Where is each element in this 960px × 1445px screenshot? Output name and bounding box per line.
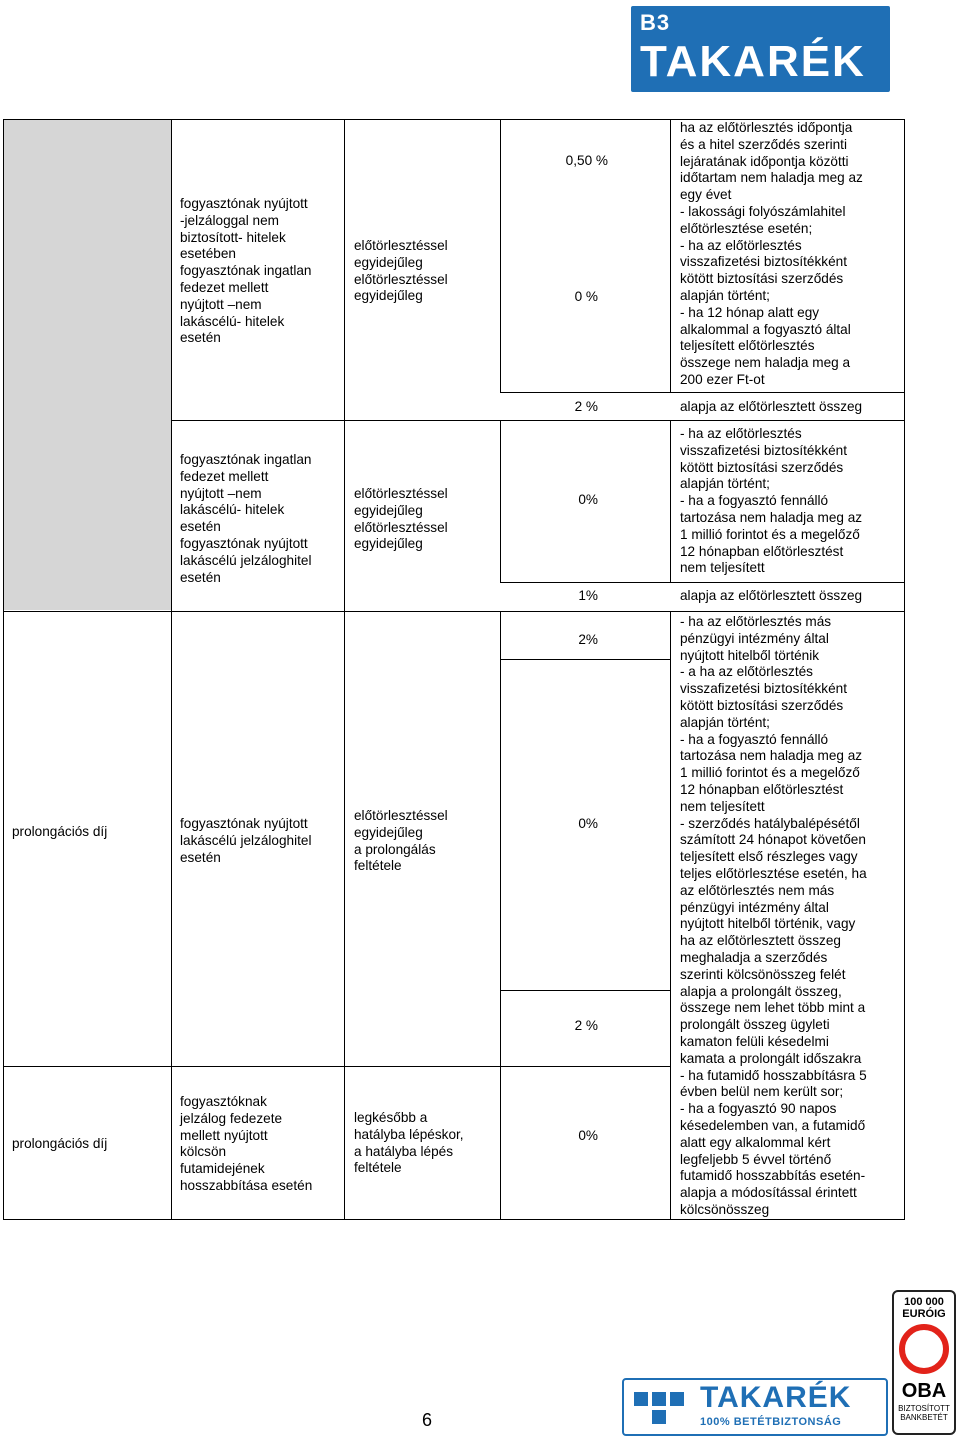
- logo-brand: TAKARÉK: [640, 37, 866, 86]
- r3-timing: előtörlesztéssel egyidejűleg a prolongálás feltétele: [354, 808, 448, 874]
- r2-applicability: fogyasztónak ingatlan fedezet mellett nyújtott –nem lakáscélú- hitelek esetén fogyasztónak nyújtott lakáscélú jelzáloghitel esetén: [180, 452, 312, 585]
- takarek-sub: 100% BETÉTBIZTONSÁG: [700, 1416, 842, 1428]
- r2-condition-b: alapja az előtörlesztett összeg: [680, 588, 863, 603]
- takarek-word: TAKARÉK: [700, 1381, 852, 1414]
- r3-fee-a: 2%: [578, 632, 598, 647]
- r3-fee-type: prolongációs díj: [12, 824, 108, 839]
- r1-timing: előtörlesztéssel egyidejűleg előtörlesztéssel egyidejűleg: [354, 238, 448, 304]
- r2-fee-a: 0%: [578, 492, 598, 507]
- r2-fee-b: 1%: [578, 588, 598, 603]
- takarek-mark-icon: [632, 1388, 686, 1428]
- r1-applicability: fogyasztónak nyújtott -jelzáloggal nem biztosított- hitelek esetében fogyasztónak ingatlan fedezet mellett nyújtott –nem lakáscélú- hitelek esetén: [180, 196, 312, 346]
- oba-word: OBA: [901, 1380, 947, 1402]
- r1-condition: ha az előtörlesztés időpontja és a hitel szerződés szerinti lejáratának időpontja közötti időtartam nem haladja meg az egy évet - lakossági folyószámlahitel előtörlesztése esetén; - ha az előtörlesztés visszafizetési biztosítékként kötött biztosítási szerződés alapján történt; - ha 12 hónap alatt egy alkalommal a fogyasztó által teljesített előtörlesztés összege nem haladja meg a 200 ezer Ft-ot: [680, 120, 863, 387]
- r3-r4-condition: - ha az előtörlesztés más pénzügyi intézmény által nyújtott hitelből történik - a ha az előtörlesztés visszafizetési biztosítékként kötött biztosítási szerződés alapján történt; - ha a fogyasztó fennálló tartozása nem haladja meg az 1 millió forintot és a megelőző 12 hónapban előtörlesztést nem teljesített - szerződés hatálybalépésétől számított 24 hónapot követően teljesített első részleges vagy teljes előtörlesztése esetén, ha az előtörlesztés nem más pénzügyi intézmény által nyújtott hitelből történik, vagy ha az előtörlesztett összeg meghaladja a szerződés szerinti kölcsönösszeg felét alapja a prolongált összeg, összege nem lehet több mint a prolongált összeg ügyleti kamaton felüli késedelmi kamata a prolongált időszakra - ha futamidő hosszabbításra 5 évben belül nem került sor; - ha a fogyasztó 90 napos késedelemben van, a futamidő alatt egy alkalommal kért legfeljebb 5 évvel történő futamidő hosszabbítás esetén- alapja a módosítással érintett kölcsönösszeg: [680, 614, 867, 1217]
- r3-fee-b: 0%: [578, 816, 598, 831]
- oba-sub-text: BIZTOSÍTOTT BANKBETÉT: [898, 1404, 950, 1422]
- r4-applicability: fogyasztóknak jelzálog fedezete mellett nyújtott kölcsön futamidejének hosszabbítása esetén: [180, 1094, 313, 1193]
- oba-top-text: 100 000 EURÓIG: [902, 1296, 946, 1320]
- r3-applicability: fogyasztónak nyújtott lakáscélú jelzáloghitel esetén: [180, 816, 312, 865]
- r4-fee-type: prolongációs díj: [12, 1136, 108, 1151]
- r1-fee-c: 2 %: [574, 399, 598, 414]
- r3-fee-c: 2 %: [574, 1018, 598, 1033]
- page-number: 6: [421, 1410, 432, 1430]
- r2-condition: - ha az előtörlesztés visszafizetési biztosítékként kötött biztosítási szerződés alapján történt; - ha a fogyasztó fennálló tartozása nem haladja meg az 1 millió forintot és a megelőző 12 hónapban előtörlesztést nem teljesített: [680, 426, 863, 576]
- r4-fee-a: 0%: [578, 1128, 598, 1143]
- r2-timing: előtörlesztéssel egyidejűleg előtörlesztéssel egyidejűleg: [354, 486, 448, 552]
- r1-fee-a: 0,50 %: [565, 153, 608, 168]
- r1-fee-b: 0 %: [574, 289, 598, 304]
- oba-ring-icon: [899, 1324, 949, 1374]
- logo-code: B3: [640, 10, 671, 35]
- r4-timing: legkésőbb a hatályba lépéskor, a hatályba lépés feltétele: [354, 1110, 464, 1176]
- r1-condition-c: alapja az előtörlesztett összeg: [680, 399, 863, 414]
- gray-column: [4, 120, 171, 610]
